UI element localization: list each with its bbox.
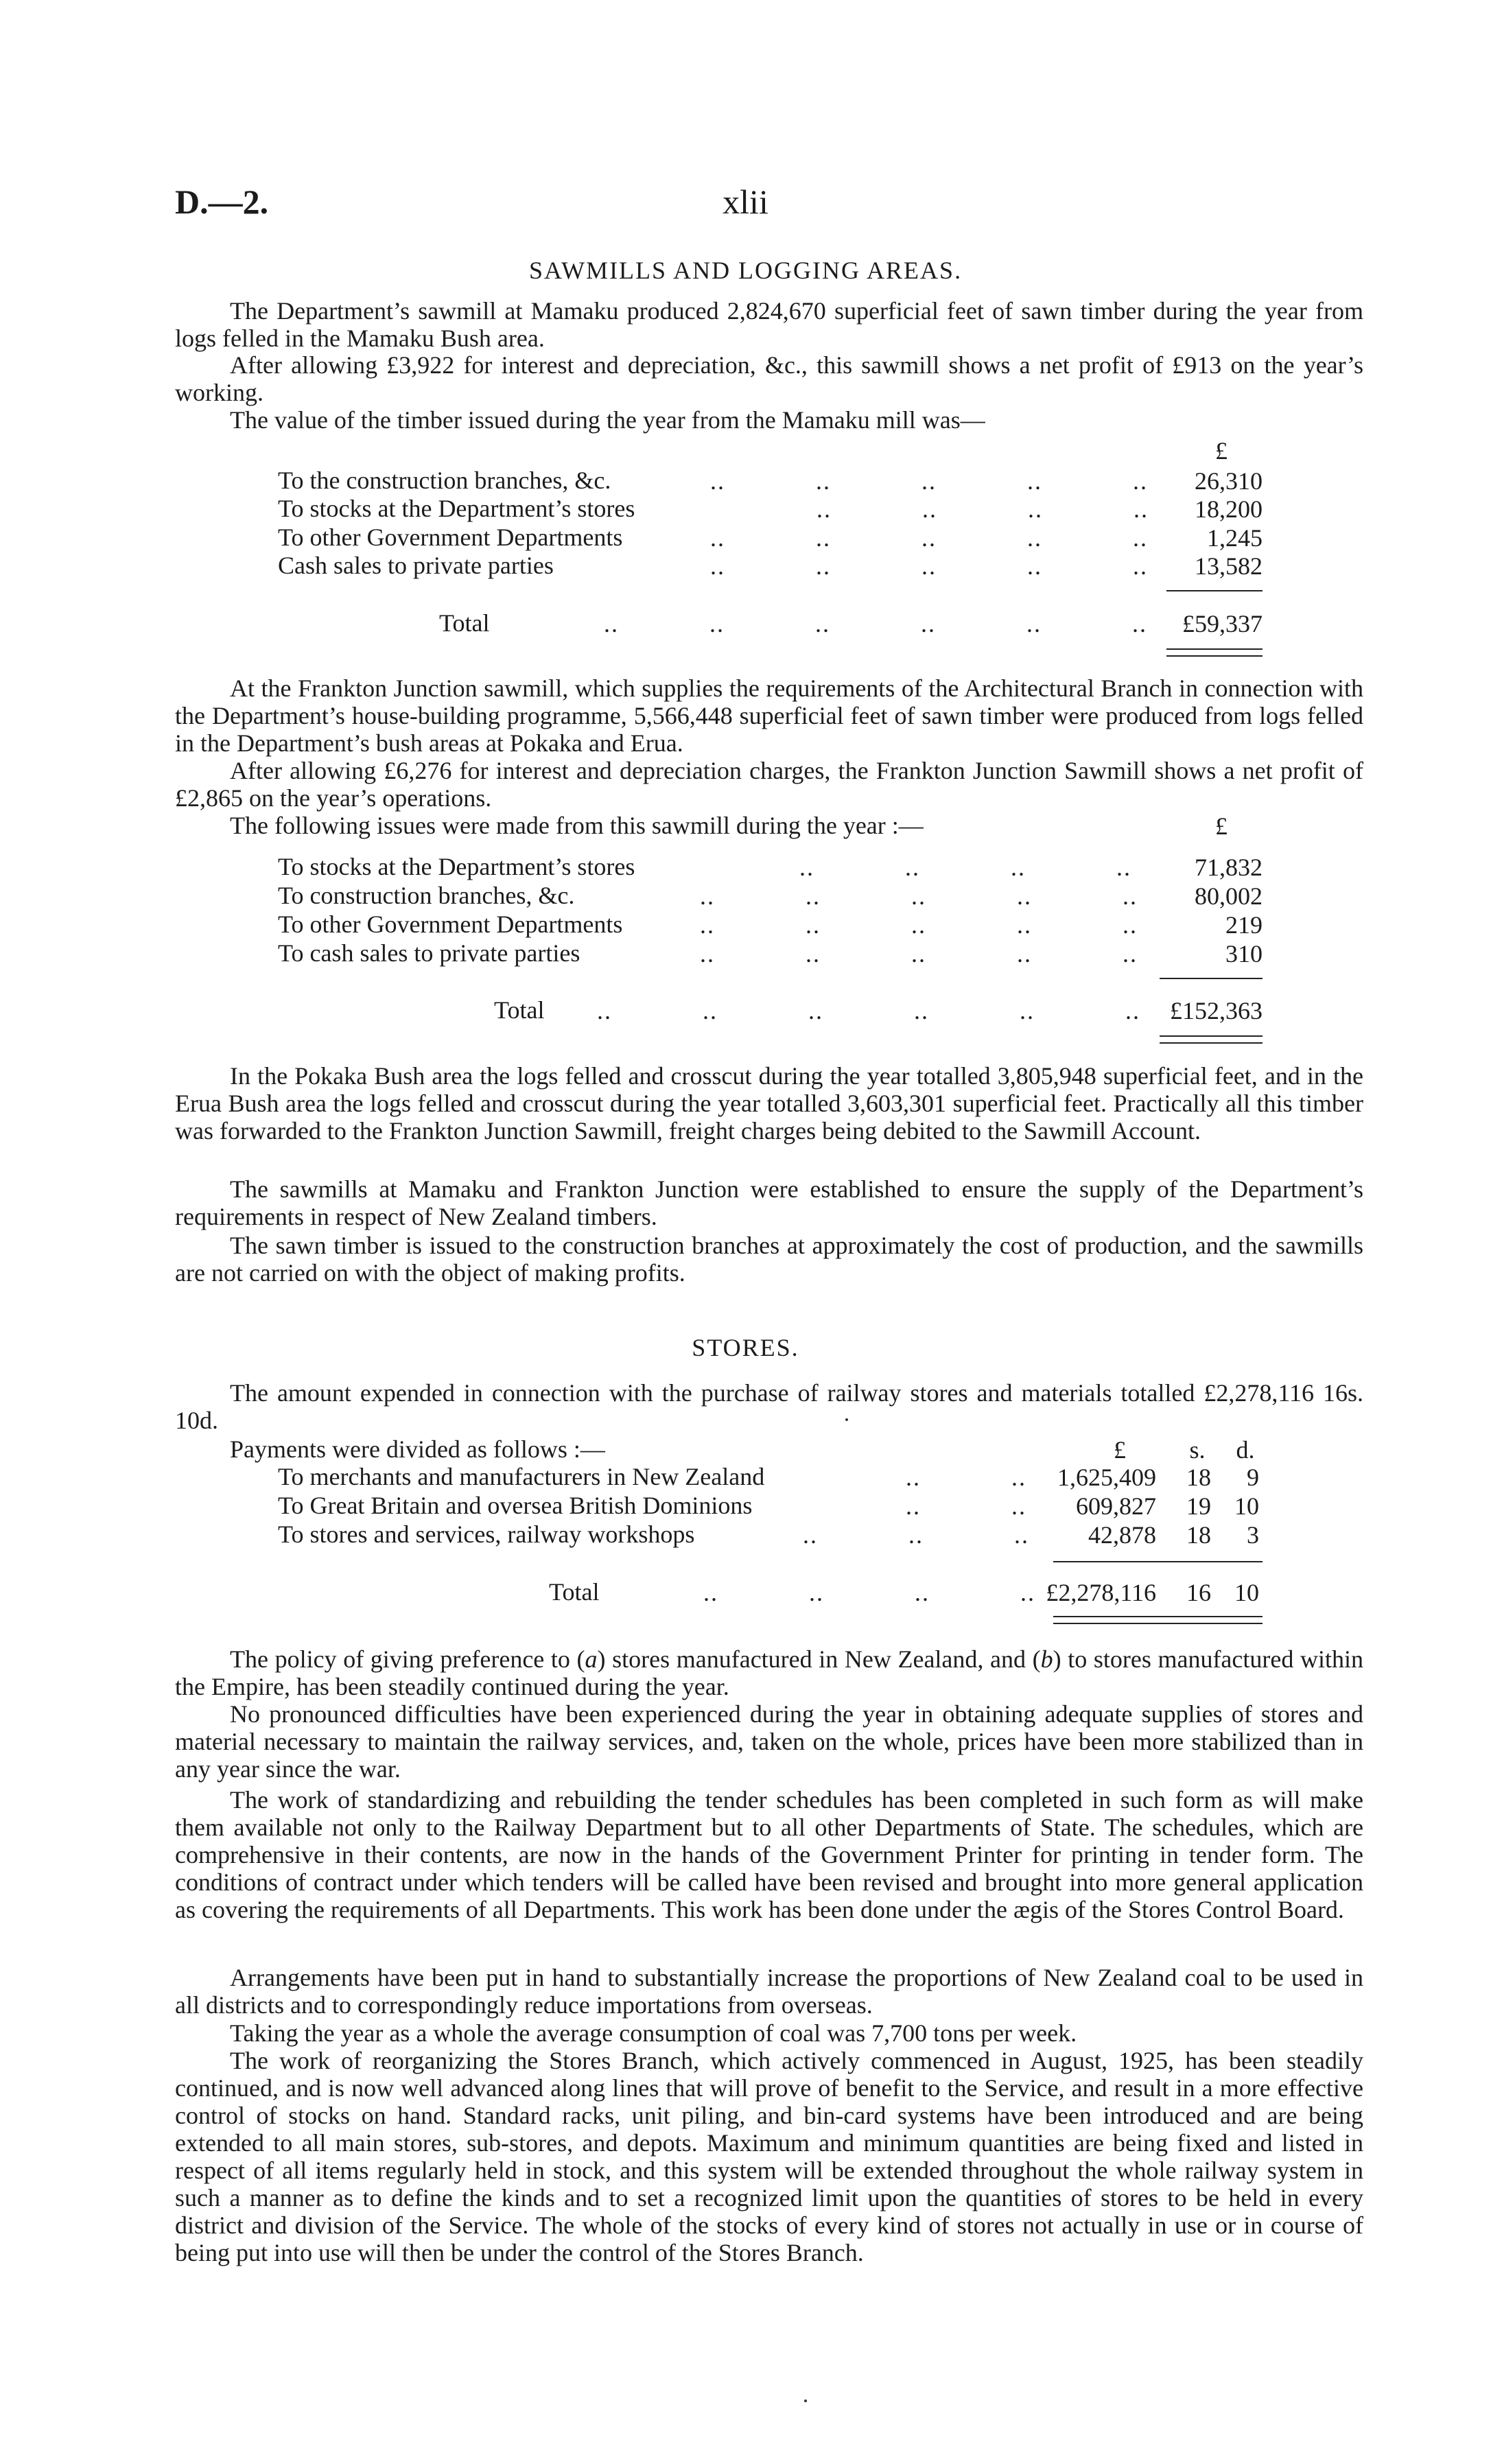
leader-dots: .. .. [906,1464,1026,1491]
paragraph: The amount expended in connection with the purchase of railway stores and materials totalled £2,278,116 16s. 10d. [175,1379,1363,1434]
print-speck [845,1418,848,1421]
table-row-label: To stocks at the Department’s stores [278,495,635,522]
table-row-label: To merchants and manufacturers in New Zealand [278,1463,765,1490]
table-row-label: To cash sales to private parties [278,939,580,967]
table-row-value: 80,002 [1195,882,1263,910]
table-row-pounds: 42,878 [1088,1521,1156,1549]
total-label: Total [494,996,545,1024]
paragraph: The sawmills at Mamaku and Frankton Junction were established to ensure the supply of the Department’s requirements in respect of New Zealand timbers. [175,1175,1363,1230]
table-row-label: To other Government Departments [278,524,623,551]
paragraph: The sawn timber is issued to the construction branches at approximately the cost of production, and the sawmills are not carried on with the object of making profits. [175,1232,1363,1287]
table-row-pounds: 1,625,409 [1057,1464,1156,1491]
total-double-rule [1053,1616,1263,1624]
column-header-pounds: £ [1114,1436,1126,1464]
table-row-label: To other Government Departments [278,911,623,938]
table-row-pounds: 609,827 [1076,1492,1156,1520]
column-header-shillings: s. [1189,1436,1206,1464]
paragraph: Payments were divided as follows :— [230,1435,605,1463]
total-label: Total [439,609,490,637]
total-double-rule [1160,1035,1263,1044]
leader-dots: .. .. .. [803,1521,1029,1549]
leader-dots: .. .. .. .. .. [710,552,1148,580]
table-row-value: 26,310 [1195,467,1263,495]
total-label: Total [549,1578,600,1606]
table-row-pence: 10 [1234,1492,1259,1520]
paragraph: The work of standardizing and rebuilding the tender schedules has been completed in such form as will make them available not only to the Railway Department but to all other Departments of State. The schedules, which are comprehensive in their contents, are now in the hands of the Government Printer for printing in tender form. The conditions of contract under which tenders will be called have been revised and brought into more general application as covering the requirements of all Departments. This work has been done under the ægis of the Stores Control Board. [175,1786,1363,1923]
section-title-stores: STORES. [692,1334,799,1361]
paragraph: Taking the year as a whole the average consumption of coal was 7,700 tons per week. [230,2019,1077,2047]
table-row-label: To the construction branches, &c. [278,467,611,494]
paragraph: At the Frankton Junction sawmill, which supplies the requirements of the Architectural Branch in connection with the Department’s house-building programme, 5,566,448 superficial feet of sawn timber were produced from logs felled in the Department’s bush areas at Pokaka and Erua. [175,674,1363,757]
paragraph: After allowing £3,922 for interest and depreciation, &c., this sawmill shows a net profit of £913 on the year’s working. [175,351,1363,406]
column-header-pounds: £ [1215,437,1228,465]
text-run: The policy of giving preference to ( [230,1645,585,1673]
document-reference: D.—2. [175,183,269,221]
total-value: £152,363 [1170,997,1263,1024]
column-header-pounds: £ [1215,812,1228,840]
text-run-italic: b [1040,1645,1053,1673]
leader-dots: .. .. .. .. .. [700,940,1138,967]
leader-dots: .. .. .. .. .. [700,911,1138,939]
table-row-value: 219 [1225,911,1263,939]
leader-dots: .. .. .. .. [799,854,1131,881]
table-row-value: 13,582 [1195,552,1263,580]
table-row-shillings: 18 [1186,1521,1211,1549]
total-double-rule [1166,648,1263,657]
leader-dots: .. .. .. .. .. .. [597,997,1140,1024]
table-row-value: 1,245 [1207,524,1263,552]
text-run: ) to stores manufactured within the Empire, has been steadily continued during the year. [175,1645,1363,1700]
total-pence: 10 [1234,1579,1259,1606]
leader-dots: .. .. .. .. .. [700,882,1138,910]
table-row-label: To Great Britain and oversea British Dominions [278,1492,753,1519]
table-row-label: To stores and services, railway workshops [278,1521,695,1548]
text-run: ) stores manufactured in New Zealand, and ( [597,1645,1041,1673]
total-pounds: £2,278,116 [1046,1579,1156,1606]
leader-dots: .. .. .. .. [703,1579,1035,1606]
table-row-value: 310 [1225,940,1263,967]
sum-rule [1053,1561,1263,1562]
paragraph: After allowing £6,276 for interest and depreciation charges, the Frankton Junction Sawmill shows a net profit of £2,865 on the year’s operations. [175,757,1363,812]
total-shillings: 16 [1186,1579,1211,1606]
paragraph: The following issues were made from this sawmill during the year :— [230,812,924,839]
section-title-sawmills: SAWMILLS AND LOGGING AREAS. [528,257,963,284]
paragraph: The work of reorganizing the Stores Branch, which actively commenced in August, 1925, has been steadily continued, and is now well advanced along lines that will prove of benefit to the Service, and result in a more effective control of stocks on hand. Standard racks, unit piling, and bin-card systems have been introduced and are being extended to all main stores, sub-stores, and depots. Maximum and minimum quantities are being fixed and listed in respect of all items regularly held in stock, and this system will be extended throughout the whole railway system in such a manner as to define the kinds and to set a recognized limit upon the quantities of stores to be held in every district and division of the Service. The whole of the stocks of every kind of stores not actually in use or in course of being put into use will then be under the control of the Stores Branch. [175,2047,1363,2266]
text-run-italic: a [585,1645,598,1673]
leader-dots: .. .. .. .. [817,495,1149,523]
table-row-pence: 3 [1247,1521,1259,1549]
paragraph: The Department’s sawmill at Mamaku produced 2,824,670 superficial feet of sawn timber during the year from logs felled in the Mamaku Bush area. [175,297,1363,352]
paragraph: In the Pokaka Bush area the logs felled and crosscut during the year totalled 3,805,948 superficial feet, and in the Erua Bush area the logs felled and crosscut during the year totalled 3,603,301 superficial feet. Practically all this timber was forwarded to the Frankton Junction Sawmill, freight charges being debited to the Sawmill Account. [175,1062,1363,1145]
paragraph: No pronounced difficulties have been experienced during the year in obtaining adequate supplies of stores and material necessary to maintain the railway services, and, taken on the whole, prices have been more stabilized than in any year since the war. [175,1700,1363,1783]
leader-dots: .. .. [906,1492,1026,1520]
table-row-shillings: 19 [1186,1492,1211,1520]
column-header-pence: d. [1236,1436,1255,1464]
sum-rule [1160,978,1263,979]
table-row-shillings: 18 [1186,1464,1211,1491]
table-row-label: Cash sales to private parties [278,552,554,579]
table-row-value: 18,200 [1195,495,1263,523]
print-speck [804,2400,807,2402]
table-row-label: To stocks at the Department’s stores [278,853,635,880]
leader-dots: .. .. .. .. .. [710,467,1148,495]
leader-dots: .. .. .. .. .. [710,524,1148,552]
table-row-label: To construction branches, &c. [278,882,575,909]
paragraph: The value of the timber issued during the year from the Mamaku mill was— [230,406,985,434]
page-number: xlii [723,183,768,221]
total-value: £59,337 [1182,610,1263,637]
paragraph: Arrangements have been put in hand to substantially increase the proportions of New Zealand coal to be used in all districts and to correspondingly reduce importations from overseas. [175,1964,1363,2019]
sum-rule [1166,590,1263,591]
paragraph-preference [175,1645,1363,1700]
leader-dots: .. .. .. .. .. .. [604,610,1147,637]
table-row-value: 71,832 [1195,854,1263,881]
table-row-pence: 9 [1247,1464,1259,1491]
